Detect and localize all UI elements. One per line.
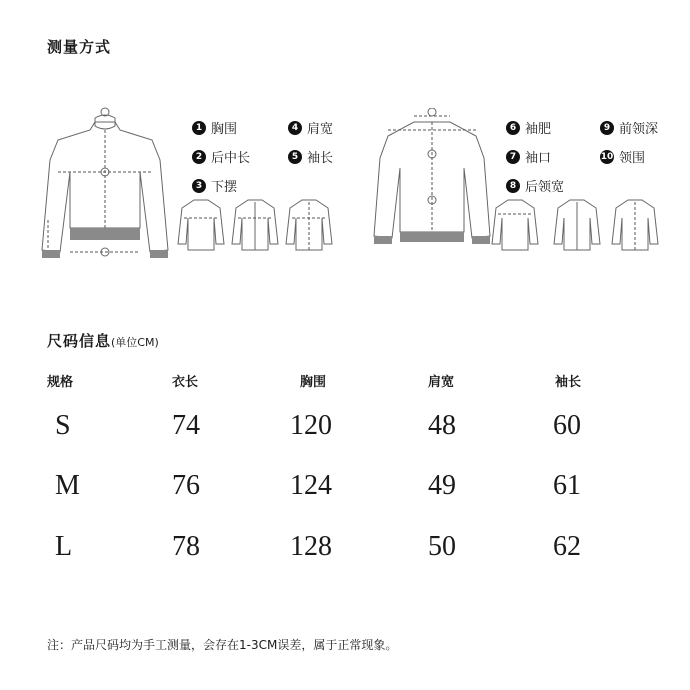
legend-item-cuff: 7 袖口 (506, 147, 600, 166)
legend-item-front-neck-depth: 9 前领深 (600, 118, 680, 137)
footnote: 注：产品尺码均为手工测量，会存在1-3CM误差，属于正常现象。 (47, 638, 398, 652)
legend-item-sleeve-width: 6 袖肥 (506, 118, 600, 137)
thumbnail-jacket-1 (230, 196, 280, 256)
legend-item-neck-circumference: 10 领围 (600, 151, 646, 166)
number-1-icon: 1 (192, 121, 206, 135)
legend-item-back-length: 2 后中长 (192, 147, 288, 166)
header-length: 衣长 (172, 375, 199, 390)
table-cell: 60 (553, 410, 581, 441)
legend-item-hem: 3 下摆 (192, 176, 288, 195)
table-cell: L (55, 531, 73, 562)
size-info-title: 尺码信息(单位CM) (47, 332, 159, 350)
table-cell: M (55, 470, 80, 501)
table-cell: S (55, 410, 71, 441)
table-cell: 50 (428, 531, 456, 562)
number-6-icon: 6 (506, 121, 520, 135)
header-size: 规格 (47, 375, 74, 390)
table-cell: 48 (428, 410, 456, 441)
legend-item-sleeve-length: 5 袖长 (288, 147, 368, 166)
table-cell: 76 (172, 470, 200, 501)
number-3-icon: 3 (192, 179, 206, 193)
thumbnail-jacket-2 (284, 196, 334, 256)
thumbnail-jacket-4 (610, 196, 660, 256)
number-5-icon: 5 (288, 150, 302, 164)
back-sweater-diagram (372, 108, 492, 268)
legend-item-shoulder: 4 肩宽 (288, 118, 368, 137)
thumbnail-jacket-3 (552, 196, 602, 256)
number-7-icon: 7 (506, 150, 520, 164)
number-2-icon: 2 (192, 150, 206, 164)
number-4-icon: 4 (288, 121, 302, 135)
table-cell: 128 (290, 531, 332, 562)
header-shoulder: 肩宽 (428, 375, 455, 390)
table-cell: 124 (290, 470, 332, 501)
number-8-icon: 8 (506, 179, 520, 193)
thumbnail-shirt-1 (176, 196, 226, 256)
table-cell: 62 (553, 531, 581, 562)
front-sweater-diagram (40, 100, 170, 265)
legend-item-back-neck-width: 8 后领宽 (506, 176, 600, 195)
table-cell: 61 (553, 470, 581, 501)
legend-item-chest: 1 胸围 (192, 118, 288, 137)
table-cell: 120 (290, 410, 332, 441)
header-chest: 胸围 (300, 375, 327, 390)
table-cell: 74 (172, 410, 200, 441)
measurement-title: 测量方式 (47, 38, 112, 56)
header-sleeve: 袖长 (555, 375, 582, 390)
table-cell: 78 (172, 531, 200, 562)
thumbnail-shirt-2 (490, 196, 540, 256)
number-10-icon: 10 (600, 151, 614, 162)
unit-label: (单位CM) (111, 336, 159, 349)
table-cell: 49 (428, 470, 456, 501)
number-9-icon: 9 (600, 121, 614, 135)
